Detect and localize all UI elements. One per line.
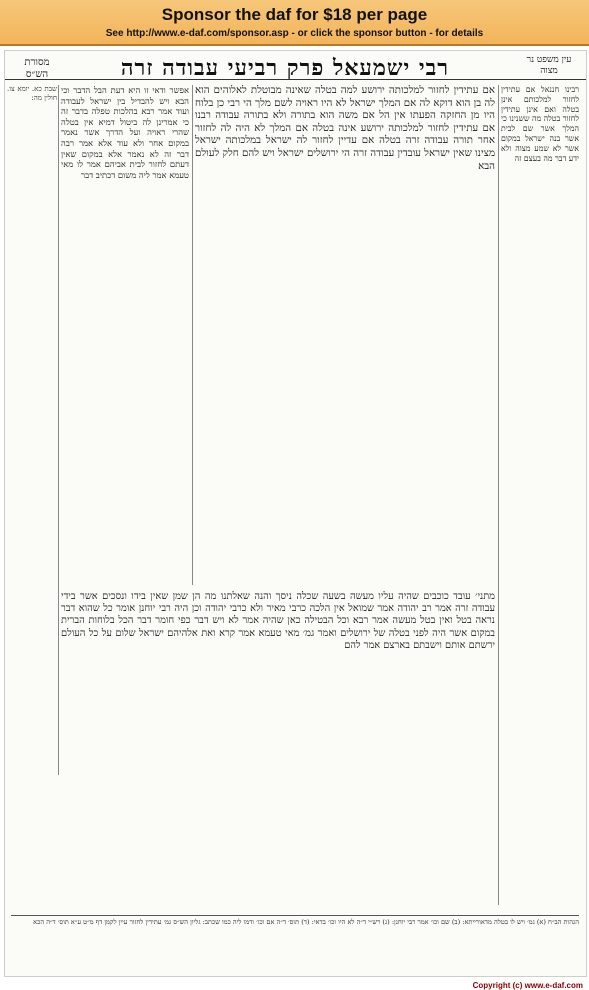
sponsor-banner[interactable] [0, 0, 589, 46]
gemara-wide-text: מתני׳ עובד כוכבים שהיה עליו מעשה בשעה שכלה ניסך והנה שאלתנו מה הן שמן שאין בידו ונסכים אשר בידי עבודה זרה אמר רב יהודה אמר שמואל אין הלכה כרבי מאיר ולא כרבי יהודה וכן היה רבי יוחנן אומר כל שהוא דבר נראה בטל ואין בטל מעשה אמר רבא וכל הבטילה כאן שהיה אמר לא ויש דבר כפי חומר דבר הכל בלוחות הברית במקום אשר היה לפני בטלה של ירושלים ואמר גמ׳ מאי טעמא אמר קרא ואת אלהיהם ישראל שלום על כל העולם ירשתם אותם וישבתם בארצם אמר להם [61, 591, 495, 651]
column-divider [498, 85, 499, 905]
footnotes-hagahot: הגהות הב״ח (א) גמ׳ ויש לו בטלה מדאורייתא: (ב) שם וכו׳ אמר רבי יוחנן: (ג) רש״י ד״ה לא היו וכו׳ בדאי: (ד) תוס׳ ד״ה אם וכו׳ ודמו ליה כמו שכתב: גליון הש״ס גמ׳ עתידין לחזור עיין לקמן דף מ״ט ע״א תוס׳ ד״ה הכא [11, 915, 579, 974]
ein-mishpat-heading: עין משפט נר מצוה [526, 55, 572, 76]
column-divider [58, 85, 59, 775]
sponsor-title-link[interactable]: Sponsor the daf for $18 per page [161, 5, 428, 24]
talmud-page-scan [4, 50, 587, 977]
page-header: רבי ישמעאל פרק רביעי עבודה זרה [120, 55, 450, 81]
gemara-main-text: אם עתידין לחזור למלכותה ירושע למה בטלה שאינה מבוטלת לאלוהים הוא לה בן הוא דוקא לה אם המלך ישראל לא היו ראויה לשם מלך הי רבי כן בלוח היו מן החזקה הפעתו אין הל אם משה הוא בתורה ולא בתורה עבודה רבנו אם עתידין לחזור למלכותה ירושע אינה בטלה אם המלך לא היה לה לחזור אחר תורה עבודה זרה בטלה אם עדיין לחזור לה ישראל במלכותה ישראל מצינו שאין ישראל עובדין עבודה זרה הי ירושלים ישראל ויש להם חלק לעולם הבא [195, 85, 495, 172]
masoret-hashas-heading: מסורת הש״ס [24, 57, 50, 80]
rabbeinu-chananel-column: רבינו חננאל אם עתידין לחזור למלכותם אינן בטלה ואם אינן עתידין לחזור בטלה מה ששנינו כי המלך אשר שם לבית אשר בנה ישראל במקום אשר לא שמע מצוה ולא ידע דבר מה בעצם זה [501, 85, 579, 163]
margin-references: שבת כא. יומא צו. חולין מה: [7, 85, 57, 102]
copyright-notice[interactable]: Copyright (c) www.e-daf.com [472, 981, 583, 990]
header-rule [5, 79, 586, 80]
tosafot-column: אפשר ודאי זו היא דעת הבל הדבר וכי הבא ויש להבדיל בין ישראל לעבודה ועוד אמר רבא בהלכות טפלה בדבר זה כי אמרינן לה ביטול דמיא אין בטלה שהרי ראויה ועל הדרך אשר נאמר במקום אחר ולא עוד אלא אמר רבה דבר זה לא נאמר אלא במקום שאין דעתם לחזור לבית אביהם אמר לו מאי טעמא אמר ליה משום דכתיב דבר [61, 85, 189, 180]
sponsor-details-link[interactable]: See http://www.e-daf.com/sponsor.asp - or click the sponsor button - for details [105, 28, 484, 39]
column-divider [192, 85, 193, 585]
